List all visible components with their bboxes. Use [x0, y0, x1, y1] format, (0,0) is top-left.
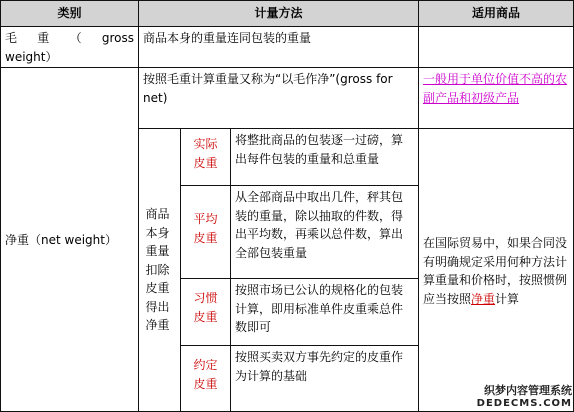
- net-weight-goods-prefix: 在国际贸易中，如果合同没有明确规定采用何种方法计算重量和价格时，按照惯例应当按照: [423, 236, 568, 306]
- tare-agreed-label: 约定皮重: [180, 345, 231, 412]
- header-goods: 适用商品: [418, 0, 574, 27]
- gross-weight-goods: [418, 26, 574, 68]
- net-weight-link[interactable]: 净重: [471, 291, 496, 306]
- gross-for-net-method: 按照毛重计算重量又称为“以毛作净”(gross for net): [138, 67, 419, 129]
- gross-for-net-goods: [418, 67, 574, 129]
- deduct-tare-text: 商品本身重量扣除皮重得出净重: [145, 207, 170, 333]
- gross-weight-method: 商品本身的重量连同包装的重量: [138, 26, 419, 68]
- gross-for-net-goods-link[interactable]: 一般用于单位价值不高的农副产品和初级产品: [423, 72, 568, 105]
- gross-weight-category: 毛 重 （ gross weight）: [0, 26, 139, 68]
- tare-actual-label: 实际皮重: [180, 128, 231, 186]
- dedecms-watermark: [477, 384, 572, 410]
- tare-actual-method: 将整批商品的包装逐一过磅，算出每件包装的重量和总重量: [230, 128, 419, 186]
- watermark-line2: DEDECMS.COM: [476, 398, 572, 409]
- header-method: 计量方法: [138, 0, 419, 27]
- tare-customary-label: 习惯皮重: [180, 278, 231, 346]
- header-category: 类别: [0, 0, 139, 27]
- tare-average-method: 从全部商品中取出几件，秤其包装的重量，除以抽取的件数，得出平均数，再乘以总件数，算出全部包装重量: [230, 185, 419, 279]
- net-weight-goods-text: [423, 234, 569, 308]
- net-weight-goods-suffix: 计算: [495, 291, 520, 306]
- net-weight-label: 净重（net weight）: [5, 233, 117, 248]
- deduct-tare-label: [138, 128, 181, 412]
- net-weight-goods: [418, 128, 574, 412]
- net-weight-category: [0, 67, 139, 412]
- tare-customary-method: 按照市场已公认的规格化的包装计算，即用标准单件皮重乘总件数即可: [230, 278, 419, 346]
- tare-average-label: 平均皮重: [180, 185, 231, 279]
- watermark-line1: 织梦内容管理系统: [484, 384, 572, 397]
- tare-agreed-method: 按照买卖双方事先约定的皮重作为计算的基础: [230, 345, 419, 412]
